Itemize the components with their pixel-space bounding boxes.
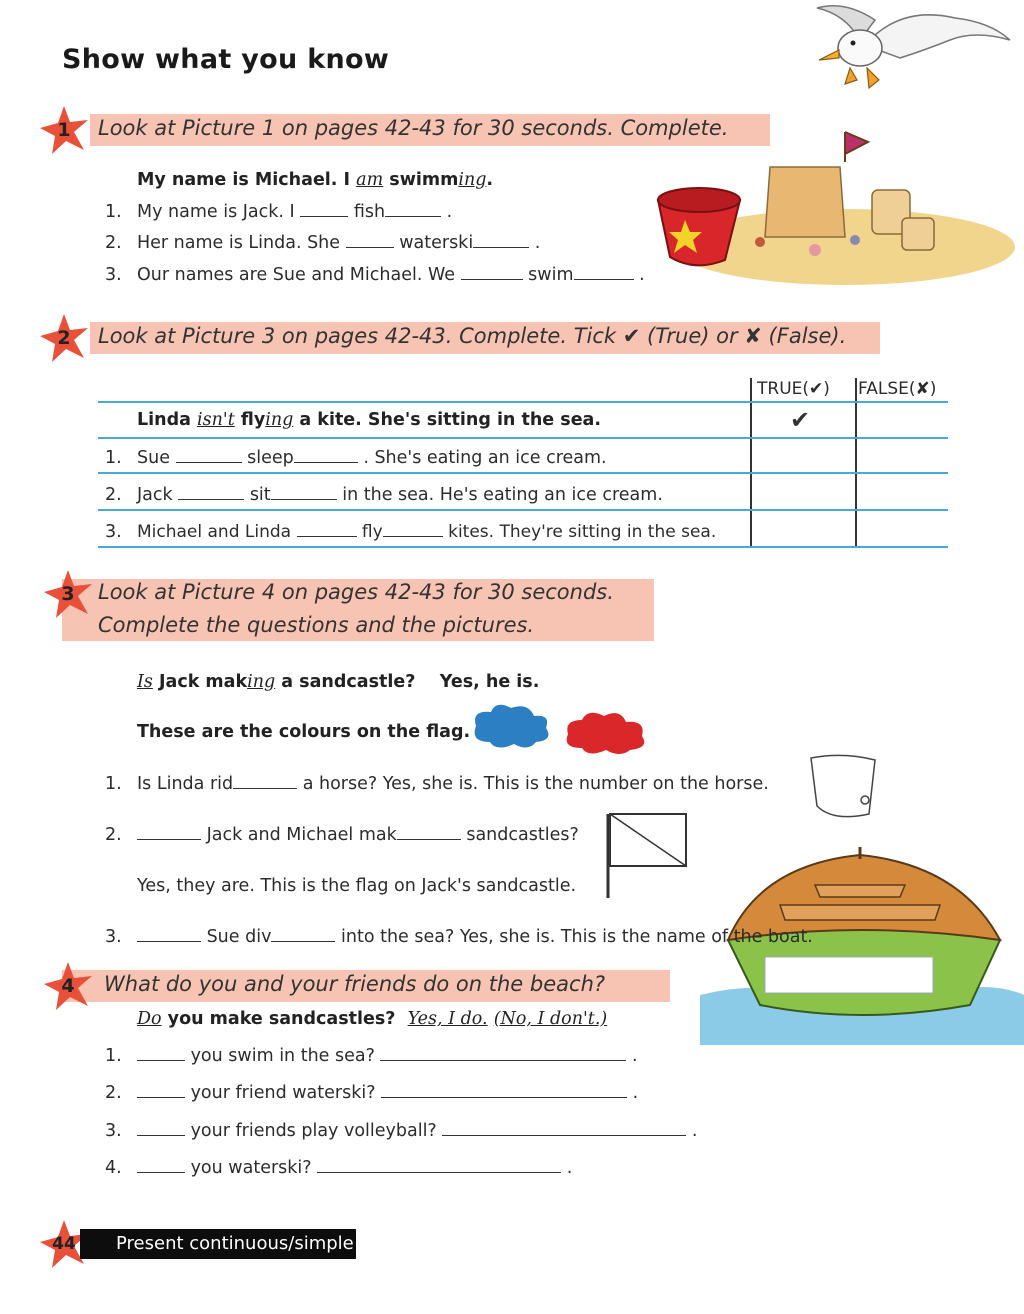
- answer-blank[interactable]: [137, 1046, 185, 1061]
- ex3-item-2: Jack and Michael mak sandcastles?: [137, 825, 579, 845]
- ex4-example: Do you make sandcastles? Yes, I do. (No, I don't.): [137, 1009, 608, 1029]
- page-number-star: 44: [38, 1218, 90, 1270]
- table-rule: [98, 401, 948, 403]
- ex2-example: Linda isn't flying a kite. She's sitting in the sea.: [137, 410, 602, 430]
- ex2-row-2: Jack sit in the sea. He's eating an ice cream.: [137, 485, 663, 505]
- ex4-item-number: 2.: [105, 1083, 122, 1103]
- ex3-example: Is Jack making a sandcastle? Yes, he is.: [137, 672, 540, 692]
- true-column-header: TRUE(✔): [757, 379, 830, 399]
- ex4-item-2: your friend waterski? .: [137, 1083, 638, 1103]
- answer-blank[interactable]: [300, 202, 348, 217]
- ex1-item-number: 3.: [105, 265, 122, 285]
- ex3-instruction-line-1: Look at Picture 4 on pages 42-43 for 30 seconds.: [98, 580, 614, 604]
- answer-blank[interactable]: [574, 265, 634, 280]
- blue-paint-splash: [466, 700, 556, 752]
- answer-blank[interactable]: [385, 202, 441, 217]
- ex1-instruction: Look at Picture 1 on pages 42-43 for 30 seconds. Complete.: [98, 116, 729, 140]
- answer-blank[interactable]: [271, 927, 335, 942]
- ex1-item-2: Her name is Linda. She waterski .: [137, 233, 541, 253]
- red-paint-splash: [560, 706, 652, 758]
- sandcastle-illustration: [640, 122, 1020, 292]
- flag-colours-text: These are the colours on the flag.: [137, 722, 471, 742]
- table-rule: [98, 546, 948, 548]
- answer-blank[interactable]: [473, 233, 529, 248]
- answer-blank[interactable]: [397, 825, 461, 840]
- ex4-item-1: you swim in the sea? .: [137, 1046, 638, 1066]
- answer-blank[interactable]: [380, 1046, 626, 1061]
- ex1-item-number: 2.: [105, 233, 122, 253]
- ex3-item-1: Is Linda rid a horse? Yes, she is. This is the number on the horse.: [137, 774, 769, 794]
- horse-number-tag: [803, 752, 883, 822]
- ex4-instruction: What do you and your friends do on the beach?: [104, 972, 606, 996]
- ex3-instruction-line-2: Complete the questions and the pictures.: [98, 613, 535, 637]
- answer-blank[interactable]: [178, 485, 244, 500]
- ex1-item-number: 1.: [105, 202, 122, 222]
- answer-blank[interactable]: [137, 1083, 185, 1098]
- answer-blank[interactable]: [346, 233, 394, 248]
- ex4-item-number: 3.: [105, 1121, 122, 1141]
- answer-blank[interactable]: [137, 1158, 185, 1173]
- ex3-item-number: 3.: [105, 927, 122, 947]
- ex3-item-3: Sue div into the sea? Yes, she is. This is the name of the boat.: [137, 927, 813, 947]
- answer-blank[interactable]: [137, 825, 201, 840]
- table-rule: [98, 509, 948, 511]
- table-divider: [750, 378, 752, 546]
- answer-blank[interactable]: [137, 927, 201, 942]
- table-rule: [98, 437, 948, 439]
- ex3-answer-2: Yes, they are. This is the flag on Jack's sandcastle.: [137, 876, 577, 896]
- table-divider: [855, 378, 857, 546]
- answer-blank[interactable]: [294, 448, 358, 463]
- ex1-number-star: 1: [38, 104, 90, 156]
- footer-label: Present continuous/simple: [80, 1229, 356, 1259]
- ex2-row-number: 2.: [105, 485, 122, 505]
- ex2-row-1: Sue sleep . She's eating an ice cream.: [137, 448, 607, 468]
- ex2-number-star: 2: [38, 312, 90, 364]
- answer-blank[interactable]: [381, 1083, 627, 1098]
- answer-blank[interactable]: [442, 1121, 686, 1136]
- answer-blank[interactable]: [233, 774, 297, 789]
- answer-blank[interactable]: [297, 522, 357, 537]
- false-column-header: FALSE(✘): [858, 379, 937, 399]
- ex3-number-star: 3: [42, 568, 94, 620]
- ex2-row-number: 3.: [105, 522, 122, 542]
- answer-blank[interactable]: [383, 522, 443, 537]
- ex4-item-number: 4.: [105, 1158, 122, 1178]
- answer-blank[interactable]: [271, 485, 337, 500]
- page-title: Show what you know: [62, 44, 390, 75]
- ex4-item-4: you waterski? .: [137, 1158, 572, 1178]
- ex1-example: My name is Michael. I am swimming.: [137, 170, 494, 190]
- ex2-row-number: 1.: [105, 448, 122, 468]
- ex4-item-number: 1.: [105, 1046, 122, 1066]
- answer-blank[interactable]: [137, 1121, 185, 1136]
- tick-mark: ✔: [790, 406, 811, 434]
- seagull-illustration: [805, 0, 1015, 95]
- ex2-row-3: Michael and Linda fly kites. They're sitting in the sea.: [137, 522, 717, 542]
- ex3-item-number: 1.: [105, 774, 122, 794]
- answer-blank[interactable]: [461, 265, 523, 280]
- ex1-item-1: My name is Jack. I fish .: [137, 202, 453, 222]
- answer-blank[interactable]: [176, 448, 242, 463]
- ex1-item-3: Our names are Sue and Michael. We swim .: [137, 265, 645, 285]
- ex4-number-star: 4: [42, 960, 94, 1012]
- table-rule: [98, 472, 948, 474]
- flag-drawing: [600, 810, 692, 902]
- answer-blank[interactable]: [317, 1158, 561, 1173]
- ex4-item-3: your friends play volleyball? .: [137, 1121, 697, 1141]
- ex3-item-number: 2.: [105, 825, 122, 845]
- ex2-instruction: Look at Picture 3 on pages 42-43. Complete. Tick ✔ (True) or ✘ (False).: [98, 324, 847, 348]
